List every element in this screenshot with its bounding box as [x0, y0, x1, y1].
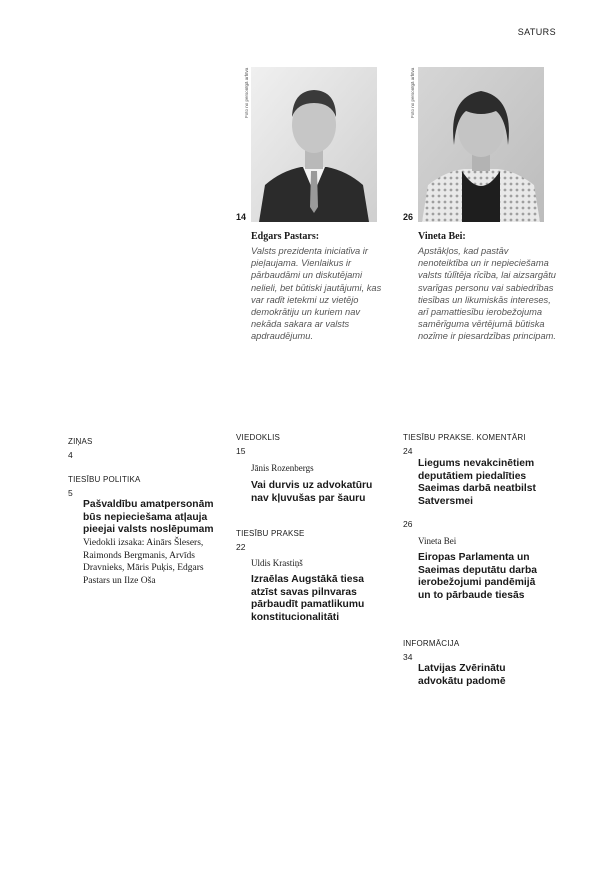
- featured-page-number: 26: [403, 212, 414, 222]
- photo-credit: Foto no personīgā arhīva: [244, 67, 249, 118]
- article-author: Uldis Krastiņš: [251, 558, 303, 568]
- section-label: INFORMĀCIJA: [403, 639, 460, 648]
- article-title[interactable]: Eiropas Parlamenta un Saeimas deputātu darba ierobežojumi pandēmijā un to pārbaude tiesās: [418, 552, 538, 601]
- article-title[interactable]: Latvijas Zvērinātu advokātu padomē: [418, 663, 506, 687]
- article-author: Vineta Bei: [418, 536, 457, 546]
- section-label: TIESĪBU POLITIKA: [68, 475, 141, 484]
- article-title[interactable]: Liegums nevakcinētiem deputātiem piedalīties Saeimas darbā neatbilst Satversmei: [418, 458, 536, 507]
- photo-credit: Foto no personīgā arhīva: [410, 67, 415, 118]
- section-label: TIESĪBU PRAKSE. KOMENTĀRI: [403, 433, 526, 442]
- section-label: TIESĪBU PRAKSE: [236, 529, 305, 538]
- article-title[interactable]: Pašvaldību amatpersonām būs nepieciešama atļauja pieejai valsts noslēpumam: [83, 499, 214, 536]
- section-label: VIEDOKLIS: [236, 433, 281, 442]
- page-number: 22: [236, 542, 246, 552]
- page-number: 34: [403, 652, 413, 662]
- article-author: Jānis Rozenbergs: [251, 463, 314, 473]
- page-number: 5: [68, 488, 73, 498]
- featured-page-number: 14: [236, 212, 247, 222]
- portrait-photo: [418, 67, 544, 222]
- page-number: 4: [68, 450, 73, 460]
- page-number: 15: [236, 446, 246, 456]
- article-title[interactable]: Vai durvis uz advokatūru nav kļuvušas par šauru: [251, 480, 373, 504]
- page-number: 24: [403, 446, 413, 456]
- featured-name: Edgars Pastars:: [251, 231, 320, 242]
- section-label: ZIŅAS: [68, 437, 93, 446]
- featured-name: Vineta Bei:: [418, 231, 466, 242]
- article-description: Viedokli izsaka: Ainārs Šlesers, Raimonds Bergmanis, Arvīds Dravnieks, Māris Puķis, Edgars Pastars un Ilze Oša: [83, 538, 204, 586]
- portrait-photo: [251, 67, 377, 222]
- page-number: 26: [403, 519, 413, 529]
- featured-quote: Valsts prezidenta iniciatīva ir pieļaujama. Vienlaikus ir pārbaudāmi un diskutējami nelieli, bet būtiski jautājumi, kas var radīt ietekmi uz vietējo demokrātiju un kuriem nav nekāda sakara ar valsts apdraudējumu.: [251, 246, 382, 342]
- article-title[interactable]: Izraēlas Augstākā tiesa atzīst savas pilnvaras pārbaudīt pamatlikumu konstitucionalitāti: [251, 574, 365, 623]
- page-header: SATURS: [517, 27, 556, 37]
- featured-quote: Apstākļos, kad pastāv nenoteiktība un ir nepieciešama valsts tūlītēja rīcība, lai aizsargātu svarīgas personu vai sabiedrības tiesības un likumiskās intereses, arī pamattiesību ierobežojuma samērīguma vērtējumā būtiska nozīme ir piesardzības principam.: [418, 246, 556, 342]
